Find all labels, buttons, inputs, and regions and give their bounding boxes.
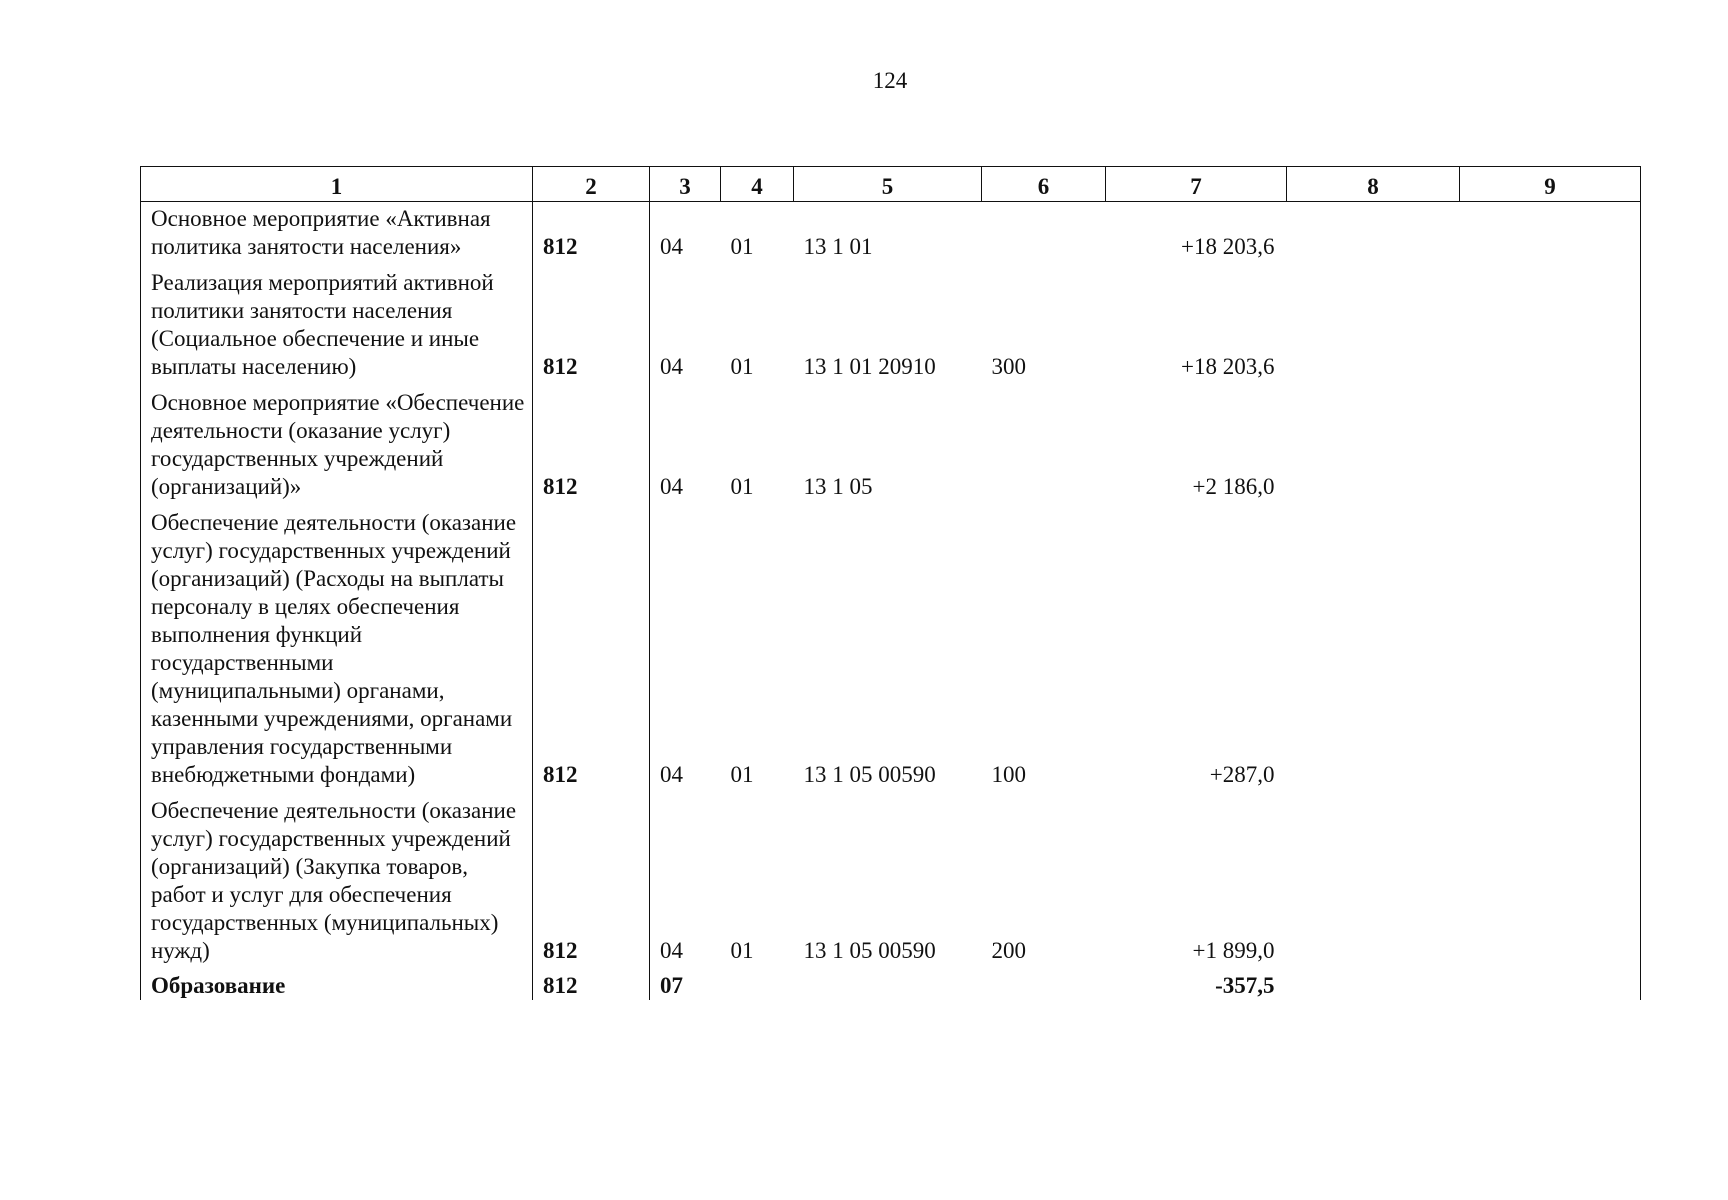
cell-col-8 xyxy=(1287,202,1460,267)
cell-col-9 xyxy=(1460,386,1641,506)
cell-subsection xyxy=(721,970,794,1000)
row-description: Обеспечение деятельности (оказание услуг) государственных учреждений (организаций) (Закупка товаров, работ и услуг для обеспечения государственных (муниципальных) нужд) xyxy=(141,794,533,970)
cell-amount: +287,0 xyxy=(1209,762,1275,787)
row-description: Реализация мероприятий активной политики занятости населения (Социальное обеспечение и иные выплаты населению) xyxy=(141,266,533,386)
cell-amount: +18 203,6 xyxy=(1181,354,1275,379)
cell-col-9 xyxy=(1460,794,1641,970)
header-row xyxy=(141,167,1641,202)
cell-col-9 xyxy=(1460,970,1641,1000)
cell-target-article: 13 1 01 xyxy=(803,234,873,259)
cell-expense-type xyxy=(982,386,1106,506)
cell-subsection: 01 xyxy=(730,234,754,259)
table-row xyxy=(141,202,1641,267)
cell-section: 04 xyxy=(660,234,683,259)
cell-ministry-code: 812 xyxy=(533,266,650,386)
cell-amount: +2 186,0 xyxy=(1192,474,1275,499)
cell-col-8 xyxy=(1287,386,1460,506)
page-number: 124 xyxy=(872,68,908,93)
cell-ministry-code: 812 xyxy=(533,970,650,1000)
cell-ministry-code: 812 xyxy=(533,506,650,794)
cell-col-9 xyxy=(1460,266,1641,386)
table-body xyxy=(141,202,1641,1001)
cell-ministry-code: 812 xyxy=(533,386,650,506)
table-row xyxy=(141,386,1641,506)
cell-expense-type: 100 xyxy=(991,762,1026,787)
col-header-4: 4 xyxy=(721,167,794,202)
col-header-6: 6 xyxy=(982,167,1106,202)
table-row-section-total xyxy=(141,970,1641,1000)
col-header-3: 3 xyxy=(650,167,721,202)
row-description: Основное мероприятие «Обеспечение деятельности (оказание услуг) государственных учреждений (организаций)» xyxy=(141,386,533,506)
cell-section: 04 xyxy=(660,474,683,499)
col-header-9: 9 xyxy=(1460,167,1641,202)
cell-target-article: 13 1 05 xyxy=(803,474,873,499)
cell-target-article: 13 1 05 00590 xyxy=(803,762,936,787)
cell-amount: +18 203,6 xyxy=(1181,234,1275,259)
cell-subsection: 01 xyxy=(730,474,754,499)
col-header-2: 2 xyxy=(533,167,650,202)
cell-target-article xyxy=(794,970,982,1000)
cell-section: 04 xyxy=(660,762,683,787)
table-row xyxy=(141,266,1641,386)
cell-col-8 xyxy=(1287,266,1460,386)
cell-ministry-code: 812 xyxy=(533,794,650,970)
cell-col-9 xyxy=(1460,202,1641,267)
col-header-1: 1 xyxy=(141,167,533,202)
cell-expense-type: 300 xyxy=(991,354,1026,379)
cell-col-8 xyxy=(1287,970,1460,1000)
cell-section: 04 xyxy=(660,354,683,379)
cell-col-9 xyxy=(1460,506,1641,794)
col-header-5: 5 xyxy=(794,167,982,202)
cell-section: 07 xyxy=(660,973,683,998)
cell-target-article: 13 1 01 20910 xyxy=(803,354,936,379)
table-row xyxy=(141,506,1641,794)
row-description: Обеспечение деятельности (оказание услуг) государственных учреждений (организаций) (Расходы на выплаты персоналу в целях обеспечения выполнения функций государственными (муниципальными) органами, казенными учреждениями, органами управления государственными внебюджетными фондами) xyxy=(141,506,533,794)
cell-amount: -357,5 xyxy=(1215,973,1275,998)
cell-subsection: 01 xyxy=(730,938,754,963)
cell-expense-type: 200 xyxy=(991,938,1026,963)
cell-subsection: 01 xyxy=(730,354,754,379)
cell-col-8 xyxy=(1287,506,1460,794)
table-header xyxy=(141,167,1641,202)
col-header-7: 7 xyxy=(1106,167,1287,202)
cell-subsection: 01 xyxy=(730,762,754,787)
cell-col-8 xyxy=(1287,794,1460,970)
cell-amount: +1 899,0 xyxy=(1192,938,1275,963)
row-description: Основное мероприятие «Активная политика занятости населения» xyxy=(141,202,533,267)
table-row xyxy=(141,794,1641,970)
budget-table xyxy=(140,166,1641,1000)
cell-ministry-code: 812 xyxy=(533,202,650,267)
cell-expense-type xyxy=(982,202,1106,267)
col-header-8: 8 xyxy=(1287,167,1460,202)
row-description: Образование xyxy=(141,970,533,1000)
cell-target-article: 13 1 05 00590 xyxy=(803,938,936,963)
cell-section: 04 xyxy=(660,938,683,963)
cell-expense-type xyxy=(982,970,1106,1000)
